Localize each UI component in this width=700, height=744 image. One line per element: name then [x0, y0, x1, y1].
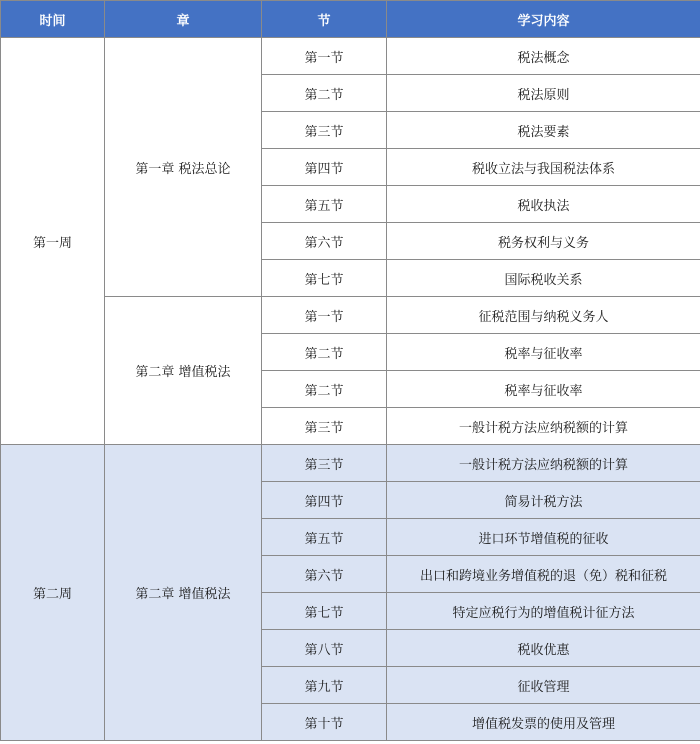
header-time: 时间 [1, 1, 105, 38]
content-cell: 进口环节增值税的征收 [387, 519, 700, 556]
section-cell: 第三节 [262, 112, 387, 149]
content-cell: 税法要素 [387, 112, 700, 149]
section-cell: 第四节 [262, 149, 387, 186]
section-cell: 第三节 [262, 445, 387, 482]
header-section: 节 [262, 1, 387, 38]
header-row [1, 1, 700, 38]
section-cell: 第一节 [262, 297, 387, 334]
content-cell: 税法概念 [387, 38, 700, 75]
content-cell: 税收执法 [387, 186, 700, 223]
section-cell: 第五节 [262, 186, 387, 223]
content-cell: 税率与征收率 [387, 371, 700, 408]
section-cell: 第六节 [262, 556, 387, 593]
chapter-cell: 第一章 税法总论 [105, 38, 262, 297]
content-cell: 税率与征收率 [387, 334, 700, 371]
section-cell: 第六节 [262, 223, 387, 260]
content-cell: 增值税发票的使用及管理 [387, 704, 700, 741]
section-cell: 第七节 [262, 260, 387, 297]
table-row [1, 297, 700, 334]
content-cell: 一般计税方法应纳税额的计算 [387, 408, 700, 445]
header-chapter: 章 [105, 1, 262, 38]
chapter-cell: 第二章 增值税法 [105, 297, 262, 445]
content-cell: 简易计税方法 [387, 482, 700, 519]
table-row [1, 445, 700, 482]
section-cell: 第一节 [262, 38, 387, 75]
content-cell: 特定应税行为的增值税计征方法 [387, 593, 700, 630]
section-cell: 第十节 [262, 704, 387, 741]
content-cell: 出口和跨境业务增值税的退（免）税和征税 [387, 556, 700, 593]
content-cell: 国际税收关系 [387, 260, 700, 297]
section-cell: 第二节 [262, 334, 387, 371]
section-cell: 第七节 [262, 593, 387, 630]
section-cell: 第九节 [262, 667, 387, 704]
week-cell: 第一周 [1, 38, 105, 445]
section-cell: 第八节 [262, 630, 387, 667]
content-cell: 税法原则 [387, 75, 700, 112]
chapter-cell: 第二章 增值税法 [105, 445, 262, 741]
section-cell: 第二节 [262, 371, 387, 408]
table-row [1, 38, 700, 75]
content-cell: 税务权利与义务 [387, 223, 700, 260]
content-cell: 一般计税方法应纳税额的计算 [387, 445, 700, 482]
content-cell: 征收管理 [387, 667, 700, 704]
content-cell: 税收优惠 [387, 630, 700, 667]
section-cell: 第五节 [262, 519, 387, 556]
week-cell: 第二周 [1, 445, 105, 741]
section-cell: 第二节 [262, 75, 387, 112]
section-cell: 第四节 [262, 482, 387, 519]
header-content: 学习内容 [387, 1, 700, 38]
content-cell: 征税范围与纳税义务人 [387, 297, 700, 334]
content-cell: 税收立法与我国税法体系 [387, 149, 700, 186]
section-cell: 第三节 [262, 408, 387, 445]
